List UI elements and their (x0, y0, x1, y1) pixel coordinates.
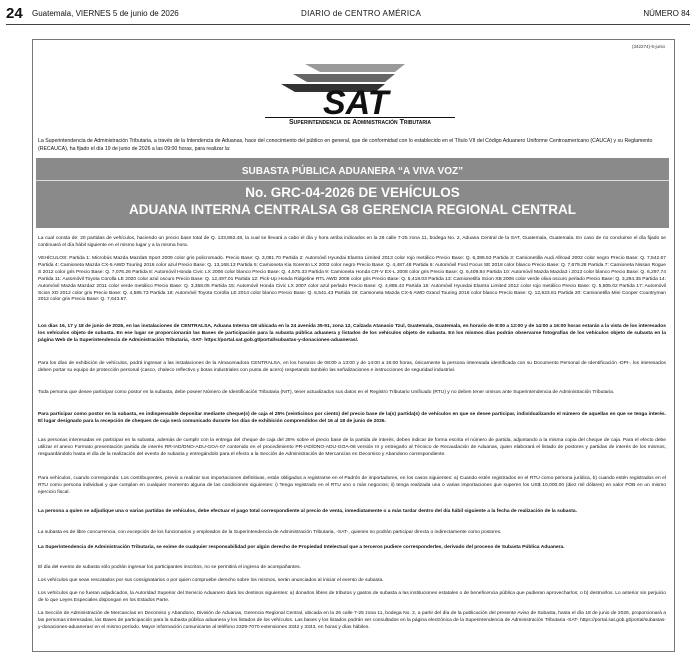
ad-reference-code: (342274)-5-junio (632, 44, 666, 49)
exhibition-paragraph: Los días 16, 17 y 18 de junio de 2026, en las instalaciones de CENTRALSA, Aduana Interna G8 ubicada en la 24 avenida 35-91, zona 12, Calzada Atanasio Tzul, Guatemala, Guatemala, en horario de 8:00 a 12:00 y de 14:00 a 16:00 horas estarán a la vista de los interesados los vehículos objeto de subasta. En ese lugar se proporcionarán las Bases de participación para la subasta pública aduanera y listados de los vehículos objeto de subasta. En los mismos días podrán observarse fotografías de los vehículos objeto de subasta en la página Web de la Superintendencia de Administración Tributaria, -SAT- https://portal.sat.gob.gt/portal/subastas-y-donaciones-aduaneras/. (38, 324, 666, 343)
rescued-vehicles-paragraph: Los vehículos que sean rescatados por sus consignatarios o por quien compruebe derecho sobre los mismos, serán anunciados al iniciar el evento de subasta. (38, 578, 384, 583)
ad-border (32, 39, 675, 652)
sat-logo-subtitle: Superintendencia de Administración Tributaria (265, 117, 455, 126)
payment-paragraph: La persona a quien se adjudique una o varias partidas de vehículos, debe efectuar el pago total correspondiente al precio de venta, inmediatamente o a más tardar dentro del día hábil siguiente a la fecha de realización de la subasta. (38, 509, 577, 514)
liability-paragraph: La Superintendencia de Administración Tributaria, se exime de cualquier responsabilidad por algún derecho de Propiedad Intelectual que a terceros pudiere corresponderles, derivado del proceso de Subasta Pública Aduanera. (38, 545, 565, 550)
bidder-requirements-paragraph: Toda persona que desee participar como postor en la subasta, debe poseer Número de Identificación Tributaria (NIT), tener actualizados sus datos en el Registro Tributario Unificado (RTU) y no deben tener omisos ante Superintendencia de Administración Tributaria. (38, 390, 615, 395)
section-info-paragraph: La Sección de Administración de Mercancías en Decomiso y Abandono, División de Aduanas, Gerencia Regional Central, ubicada en la 26 calle 7-25 zona 11, bodega No. 2, a partir del día de la publicación del presente Aviso de Subasta, hasta el día 18 de junio de 2026, proporcionará a las personas interesadas, las Bases de participación para la subasta pública aduanera y los listados de los vehículos. Las bases y los listados podrán ser consultados en la página electrónica de la Superintendencia de Administración Tributaria -SAT- https://portal.sat.gob.gt/portal/subastas-y-donaciones-aduaneras/ en el mismo período. Mayor información comunicarse al teléfono 2329-7070 extensiones 3342 y 3343, en horas y días hábiles. (38, 611, 666, 630)
date-line: Guatemala, VIERNES 5 de junio de 2026 (32, 9, 179, 18)
sat-logo-icon (245, 58, 455, 118)
access-paragraph: Para los días de exhibición de vehículos, podrá ingresar a las instalaciones de la Almacenadora CENTRALSA, en los horarios de 08:00 a 13:00 y de 14:00 a 16:00 horas, únicamente la persona interesada identificada con su Documento Personal de Identificación -DPI-, los interesados deben portar su equipo de protección personal (casco, chaleco reflectivo y botas industriales con punta de acero) respetando también las señalizaciones e instrucciones de seguridad industrial. (38, 361, 666, 373)
consist-paragraph: La cual consta de: 20 partidas de vehículos, haciendo un precio base total de Q. 133,862.48, la cual se llevará a cabo el día y hora arriba indicados en la 26 calle 7-25 zona 11, bodega No. 2, Aduana Central de la SAT, Guatemala, Guatemala. En caso de no concluirse el día fijado se continuará el día hábil siguiente en el mismo lugar y a la misma hora. (38, 236, 666, 248)
taxpayer-paragraph: Para vehículos, cuando corresponda: Los contribuyentes, previo a realizar sus importaciones definitivas, están obligados a registrarse en el Padrón de importadores, en los casos siguientes: a) Cuando estén registrados en el RTU como persona jurídica, b) cuando estén registrados en el RTU como persona individual y que cumplan en cualquier momento alguna de las condiciones siguientes: i) Tenga registrado en el RTU uno o más negocios; ii) tenga realizada una o varias importaciones que superen los US$ 10,000.00 (diez mil dólares) en valor FOB en un mismo ejercicio fiscal. (38, 476, 666, 495)
banner-title-customs: ADUANA INTERNA CENTRALSA G8 GERENCIA REGIONAL CENTRAL (128, 202, 576, 217)
vehicles-paragraph: VEHÍCULOS: Partida 1: Microbús Mazda Mazda5 Sport 2009 color gris policromado. Precio Base: Q. 3,081.70 Partida 2: Automóvil Hyundai Elantra Limited 2013 color rojo metálico Precio Base: Q. 6,385.53 Partida 3: Camionetilla Audi Allroad 2002 color negro Precio Base: Q. 7,542.67 Partida 4: Camioneta Mazda CX-5 AWD Touring 2016 color azul Precio Base: Q. 13,168.13 Partida 5: Camioneta Kia Sorento LX 2003 color negro Precio Base: Q. 4,487.48 Partida 6: Automóvil Ford Focus SE 2018 color blanco Precio Base: Q. 7,679.28 Partida 7: Camioneta Nissan Rogue S 2012 color gris Precio Base: Q. 7,076.26 Partida 8: Automóvil Honda Civic LX 2006 color blanco Precio Base: Q. 4,575.33 Partida 9: Camioneta Honda CR-V EX-L 2008 color gris Precio Base: Q. 6,409.84 Partida 10: Automóvil Mazda Mazda3 i 2013 color blanco Precio Base: Q. 6,297.74 Partida 11: Automóvil Toyota Corolla LE 2020 color azul oscuro Precio Base: Q. 12,497.01 Partida 12: Pick-Up Honda Ridgeline RTL AWD 2006 color gris Precio Base: Q. 5,418.03 Partida 13: Camionetilla Scion XB 2006 color verde oliva oscuro perlado Precio Base: Q. 3,294.35 Partida 14: Automóvil Mazda Mazda2 2011 color verde metálico Precio Base: Q. 3,358.05 Partida 15: Automóvil Honda Civic LX 2007 color azul perlado Precio Base: Q. 4,885.43 Partida 16: Automóvil Hyundai Elantra Limited 2012 color rojo metálico Precio Base: Q. 5,805.02 Partida 17: Automóvil Scion XD 2012 color gris Precio Base: Q. 4,585.73 Partida 18: Automóvil Toyota Corolla LE 2014 color blanco Precio Base: Q. 6,541.43 Partida 19: Camioneta Mazda CX-5 AWD Grand Touring 2016 color blanco Precio Base: Q. 12,623.81 Partida 20: Camionetilla Mini Cooper Countryman 2012 color gris Precio Base: Q. 7,643.67. (38, 256, 666, 303)
interested-paragraph: Las personas interesadas en participar en la subasta, además de cumplir con la entrega del cheque de caja del 25% sobre el precio base de la partida de interés, deben indicar de forma escrita el número de partida, adjuntando a la misma copia del cheque de caja. Para el efecto debe utilizar el anexo Formato presentación partida de interés RR-IAD/DNO-ADU-GOA-07 contenido en el procedimiento PR-IAD/DNO-ADU-GOA-06 versión III y entregarlo al Técnico de Recaudación de Aduanas, quien elaborará el listado de postores y partidas de interés de los mismos, resguardándolo hasta el día de la realización del evento de subasta y entregándolo para el efecto a la Sección de Administración de Mercancías en Decomiso y Abandono correspondiente. (38, 438, 666, 457)
banner-title-auction: SUBASTA PÚBLICA ADUANERA “A VIVA VOZ” (241, 166, 464, 177)
banner-divider (36, 180, 669, 181)
intro-paragraph: La Superintendencia de Administración Tributaria, a través de la Intendencia de Aduanas, hace del conocimiento del público en general, que de conformidad con lo establecido en el Título VII del Código Aduanero Uniforme Centroamericano (CAUCA) y su Reglamento (RECAUCA), ha fijado el día 19 de junio de 2026 a las 09:00 horas, para realizar la: (38, 138, 653, 152)
event-day-paragraph: El día del evento de subasta sólo podrán ingresar los participantes inscritos, no se permitirá el ingreso de acompañantes. (38, 565, 301, 570)
unsold-vehicles-paragraph: Los vehículos que no fueran adjudicados, la Autoridad Superior del Servicio Aduanero dará los destinos siguientes: a) donarlos libres de tributos y gastos de subasta a las instituciones estatales o de beneficencia pública que pudieran aprovecharlos; o b) destruirlos. Lo anterior sin perjuicio de lo que Leyes Especiales dispongan en los Estados Parte. (38, 591, 666, 603)
newspaper-masthead (6, 5, 690, 22)
free-competition-paragraph: La subasta es de libre concurrencia, con excepción de los funcionarios y empleados de la Superintendencia de Administración Tributaria, -SAT-, quienes no podrán participar directa o indirectamente como postores. (38, 530, 502, 535)
issue-number: NÚMERO 84 (643, 9, 690, 18)
banner-title-number: No. GRC-04-2026 DE VEHÍCULOS (245, 185, 460, 200)
sat-logo (245, 58, 455, 128)
title-banner (36, 158, 669, 228)
newspaper-name: DIARIO de CENTRO AMÉRICA (301, 9, 422, 18)
masthead-rule (6, 24, 690, 25)
page-number: 24 (6, 5, 23, 22)
svg-text:SAT: SAT (323, 84, 389, 118)
deposit-paragraph: Para participar como postor en la subasta, es indispensable depositar mediante cheque(s) de caja el 25% (veinticinco por ciento) del precio base de la(s) partida(s) de vehículos en que se desee participar, individualizando el número de aquellas en que se tenga interés. El lugar designado para la recepción de cheques de caja será comunicado durante los días de exhibición comprendidos del 16 al 18 de junio de 2026. (38, 412, 666, 424)
